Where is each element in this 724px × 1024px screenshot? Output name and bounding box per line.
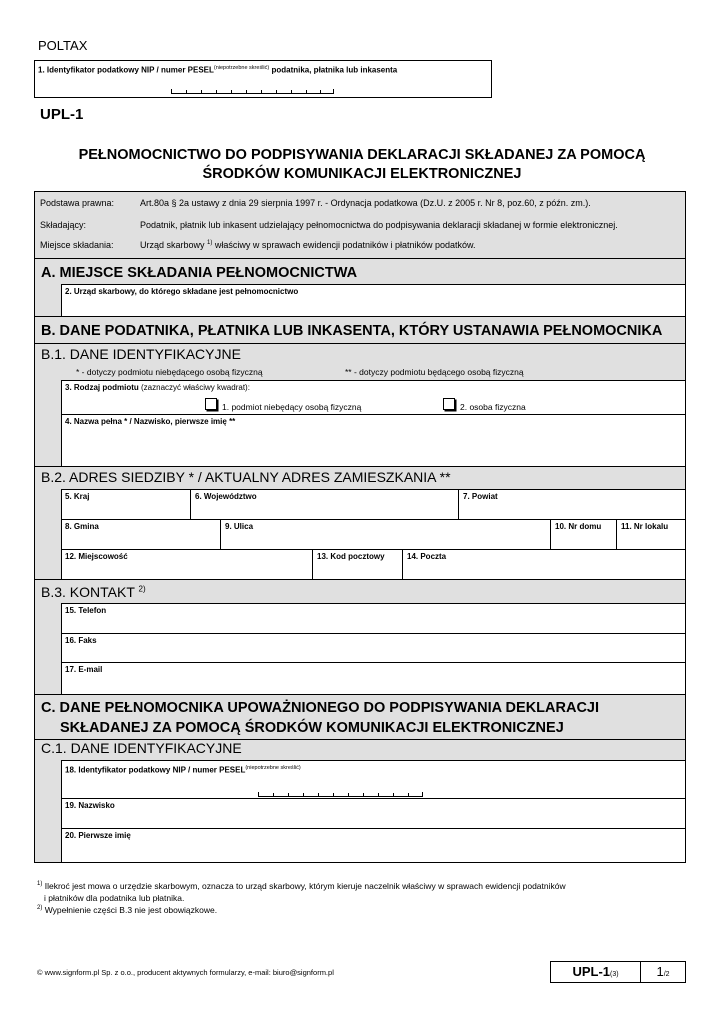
copyright: © www.signform.pl Sp. z o.o., producent aktywnych formularzy, e-mail: biuro@signform.pl [37,968,334,977]
brand-label: POLTAX [38,38,88,53]
full-name-label: 4. Nazwa pełna * / Nazwisko, pierwsze imię ** [65,417,236,426]
street-label: 9. Ulica [225,522,254,531]
entity-type-option1-label: 1. podmiot niebędący osobą fizyczną [222,402,362,412]
page-current: 1 [656,964,664,979]
page-total: /2 [663,971,670,978]
entity-type-option1-checkbox[interactable] [205,398,217,410]
proxy-first-name-label: 20. Pierwsze imię [65,831,131,840]
b1-heading: B.1. DANE IDENTYFIKACYJNE [41,346,241,362]
phone-field[interactable] [61,603,685,633]
note-person: ** - dotyczy podmiotu będącego osobą fizyczną [345,367,524,377]
section-c-heading-line2: SKŁADANEJ ZA POMOCĄ ŚRODKÓW KOMUNIKACJI ELEKTRONICZNEJ [60,720,564,736]
city-label: 12. Miejscowość [65,552,128,561]
submitter-value: Podatnik, płatnik lub inkasent udzielający pełnomocnictwa do podpisywania deklaracji składanej w formie elektronicznej. [140,220,618,230]
province-label: 6. Województwo [195,492,257,501]
proxy-surname-field[interactable] [61,798,685,828]
proxy-first-name-field[interactable] [61,828,685,862]
legal-basis-value: Art.80a § 2a ustawy z dnia 29 sierpnia 1997 r. - Ordynacja podatkowa (Dz.U. z 2005 r. Nr 8, poz.60, z późn. zm.). [140,198,591,208]
fax-field[interactable] [61,633,685,662]
footer-form-box [550,961,686,983]
entity-type-option2-checkbox[interactable] [443,398,455,410]
entity-type-label: 3. Rodzaj podmiotu (zaznaczyć właściwy kwadrat): [65,383,250,392]
apartment-number-label: 11. Nr lokalu [621,522,669,531]
section-c-heading-line1: C. DANE PEŁNOMOCNIKA UPOWAŻNIONEGO DO PODPISYWANIA DEKLARACJI [41,700,600,716]
house-number-label: 10. Nr domu [555,522,602,531]
form-title-line2: ŚRODKÓW KOMUNIKACJI ELEKTRONICZNEJ [202,166,522,182]
footnote-2: $^{2)}$ Wypełnienie części B.3 nie jest obowiązkowe. [37,905,218,915]
post-office-label: 14. Poczta [407,552,447,561]
street-field[interactable] [221,519,551,549]
proxy-surname-label: 19. Nazwisko [65,801,115,810]
place-label: Miejsce składania: [40,240,114,250]
note-nonperson: * - dotyczy podmiotu niebędącego osobą fizyczną [76,367,263,377]
footnote-ref-1: 1) [207,240,213,246]
country-label: 5. Kraj [65,492,90,501]
section-a-heading: A. MIEJSCE SKŁADANIA PEŁNOMOCNICTWA [41,265,358,281]
form-title-line1: PEŁNOMOCNICTWO DO PODPISYWANIA DEKLARACJI SKŁADANEJ ZA POMOCĄ [78,147,646,163]
tax-office-label: 2. Urząd skarbowy, do którego składane jest pełnomocnictwo [65,287,299,296]
c1-heading: C.1. DANE IDENTYFIKACYJNE [41,740,242,756]
postal-code-label: 13. Kod pocztowy [317,552,385,561]
email-field[interactable] [61,662,685,694]
b2-heading: B.2. ADRES SIEDZIBY * / AKTUALNY ADRES ZAMIESZKANIA ** [41,469,451,485]
section-b-heading: B. DANE PODATNIKA, PŁATNIKA LUB INKASENTA, KTÓRY USTANAWIA PEŁNOMOCNIKA [41,323,663,339]
fax-label: 16. Faks [65,636,97,645]
proxy-id-input[interactable] [258,792,423,797]
legal-basis-label: Podstawa prawna: [40,198,115,208]
footer-form-code: UPL-1 [572,964,610,979]
footer-version: (3) [610,971,619,978]
footnote-ref-2: 2) [138,584,146,594]
taxpayer-id-input[interactable] [171,89,334,94]
b3-heading: B.3. KONTAKT $^{2)}$ [41,584,146,600]
phone-label: 15. Telefon [65,606,107,615]
entity-type-option2-label: 2. osoba fizyczna [460,402,526,412]
municipality-label: 8. Gmina [65,522,99,531]
taxpayer-id-label: 1. Identyfikator podatkowy NIP / numer PESEL [38,65,214,75]
form-code: UPL-1 [40,106,84,123]
submitter-label: Składający: [40,220,87,230]
taxpayer-id-label-tail: podatnika, płatnika lub inkasenta [271,65,398,75]
taxpayer-id-sup: (niepotrzebne skreślić) [213,65,270,71]
county-label: 7. Powiat [463,492,498,501]
email-label: 17. E-mail [65,665,103,674]
proxy-id-label: 18. Identyfikator podatkowy NIP / numer $PESEL^{(niepotrzebne skreślić)}$ [65,765,301,775]
taxpayer-id-box [34,60,492,98]
place-value: Urząd skarbowy $^{1)}$ właściwy w sprawach ewidencji podatników i płatników podatków. [140,240,476,250]
footnote-1: $^{1)}$ Ilekroć jest mowa o urzędzie skarbowym, oznacza to urząd skarbowy, którym kieruje naczelnik właściwy w sprawach ewidencji podatników i płatników dla podatnika lub płatnika. [37,880,566,903]
